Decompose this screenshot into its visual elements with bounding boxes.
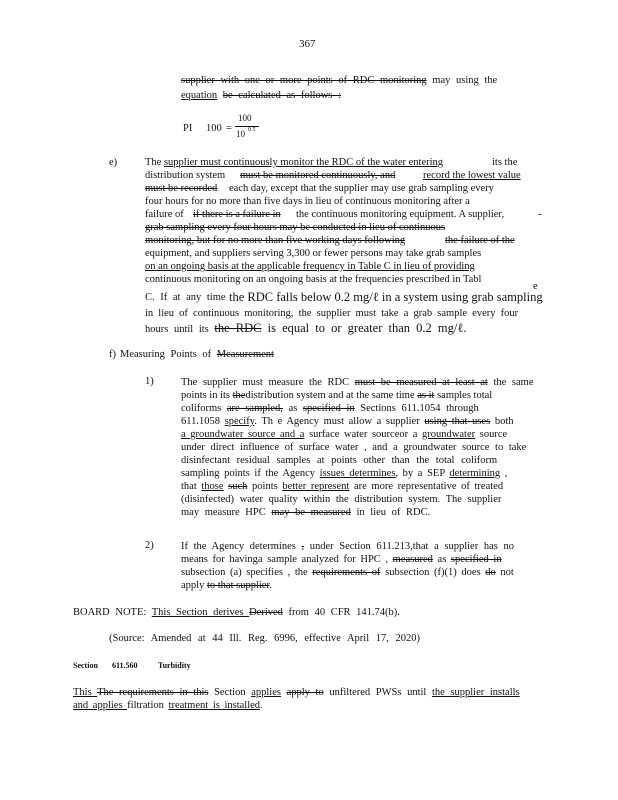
sub1-line: points in its thedistribution system and at the same time as it samples total <box>181 390 493 401</box>
sub2-line: If the Agency determines , under Section 611.213,that a supplier has no <box>181 541 514 552</box>
intro-text: may using the <box>432 75 498 86</box>
e-line-11 <box>145 292 226 303</box>
e-line-6: grab sampling every four hours may be conducted in lieu of continuous <box>145 222 446 233</box>
e-underlined: record the lowest value <box>423 170 521 181</box>
e-text: hours until its <box>145 324 215 335</box>
e-line-12: in lieu of continuous monitoring, the supplier must take a grab sample every four <box>145 308 519 319</box>
sub2-line: means for havinga sample analyzed for HPC , measured as specified in <box>181 554 502 565</box>
sub2-line: subsection (a) specifies , the requirements of subsection (f)(1) does do not <box>181 567 514 578</box>
sub1-line: a groundwater source and a surface water sourceor a groundwater source <box>181 429 508 440</box>
e-line-3 <box>145 183 217 194</box>
final-line-1: This The requirements in this Section applies apply to unfiltered PWSs until the supplier installs <box>73 687 520 698</box>
sub1-line: (disinfected) water quality within the distribution system. The supplier <box>181 494 502 505</box>
e-struck: must be recorded <box>145 183 218 194</box>
intro-line-1 <box>181 75 497 86</box>
sub2-body <box>181 540 533 592</box>
sub1-body <box>181 376 533 519</box>
page-number: 367 <box>299 38 316 50</box>
section-title: Turbidity <box>158 661 191 670</box>
item-f-label: f) <box>109 349 116 360</box>
e-line-10: continuous monitoring on an ongoing basis at the frequencies prescribed in Tabl <box>145 274 482 285</box>
sub1-line: under direct influence of surface water , and a groundwater source to take <box>181 442 527 453</box>
e-line-11-big: the RDC falls below 0.2 mg/ℓ in a system using grab sampling <box>229 290 543 304</box>
sub1-line: The supplier must measure the RDC must be measured at least at the same <box>181 377 534 388</box>
e-text: distribution system <box>145 170 226 181</box>
f-heading-text: Measuring Points of <box>120 349 217 360</box>
sub1-line: 611.1058 specify. Th e Agency must allow a supplier using that uses both <box>181 416 514 427</box>
e-underlined: supplier must continuously monitor the RDC of the water entering <box>163 157 444 168</box>
e-line-1-end: its the <box>492 157 518 168</box>
e-line-2-struck: must be monitored continuously, and <box>240 170 396 181</box>
sub1-line: sampling points if the Agency issues determines, by a SEP determining , <box>181 468 508 479</box>
item-e-label: e) <box>109 157 118 168</box>
e-struck: the RDC <box>214 321 262 335</box>
e-line-7: monitoring, but for no more than five working days following <box>145 235 406 246</box>
e-line-5-cont: the continuous monitoring equipment. A supplier, <box>296 209 505 220</box>
e-line-3-cont: each day, except that the supplier may use grab sampling every <box>229 183 494 194</box>
f-heading-struck: Measurement <box>216 349 274 360</box>
e-line-13 <box>145 321 466 336</box>
sub1-line: disinfectant residual samples at points other than the total coliform <box>181 455 498 466</box>
sub1-line: that those such points better represent are more representative of treated <box>181 481 504 492</box>
e-line-10-end: e <box>533 281 538 292</box>
intro-line-2 <box>181 90 341 101</box>
e-line-8: equipment, and suppliers serving 3,300 or fewer persons may take grab samples <box>145 248 482 259</box>
e-line-7-end: the failure of the <box>445 235 515 246</box>
section-label: Section <box>73 661 98 670</box>
section-number: 611.560 <box>112 661 138 670</box>
sub1-label: 1) <box>145 376 154 387</box>
e-line-5: failure of <box>145 209 184 220</box>
board-note: BOARD NOTE: This Section derives Derived from 40 CFR 141.74(b). <box>73 607 400 618</box>
intro-struck: be calculated as follows : <box>222 90 341 101</box>
formula-lhs: PI <box>183 123 193 134</box>
formula-exponent: 0.5 <box>248 127 256 133</box>
intro-struck-phrase: supplier with one or more points of RDC monitoring <box>181 75 427 86</box>
item-f-heading <box>120 349 274 360</box>
e-line-4: four hours for no more than five days in lieu of continuous monitoring after a <box>145 196 470 207</box>
e-line-1 <box>145 157 443 168</box>
formula-numerator: 100 <box>238 113 252 123</box>
sub1-line: coliforms are sampled, as specified in Sections 611.1054 through <box>181 403 479 414</box>
formula-coef: 100 <box>206 123 222 134</box>
e-text: The <box>145 157 164 168</box>
e-line-5-dash: - <box>538 209 542 220</box>
e-text: C. If at any time <box>145 292 226 303</box>
formula-denominator: 10 <box>236 129 245 139</box>
e-text-big: is equal to or greater than 0.2 mg/ℓ. <box>261 321 467 335</box>
final-line-2: and applies filtration treatment is installed. <box>73 700 263 711</box>
sub1-line: may measure HPC may be measured in lieu of RDC. <box>181 507 431 518</box>
intro-underlined: equation <box>181 90 218 101</box>
e-line-9: on an ongoing basis at the applicable frequency in Table C in lieu of providing <box>145 261 475 272</box>
e-line-5-struck: if there is a failure in <box>193 209 281 220</box>
sub2-label: 2) <box>145 540 154 551</box>
formula-op: = <box>226 123 232 134</box>
source-note: (Source: Amended at 44 Ill. Reg. 6996, effective April 17, 2020) <box>109 633 420 644</box>
e-line-2 <box>145 170 225 181</box>
sub2-line: apply to that supplier. <box>181 580 272 591</box>
e-line-2-end <box>423 170 521 181</box>
